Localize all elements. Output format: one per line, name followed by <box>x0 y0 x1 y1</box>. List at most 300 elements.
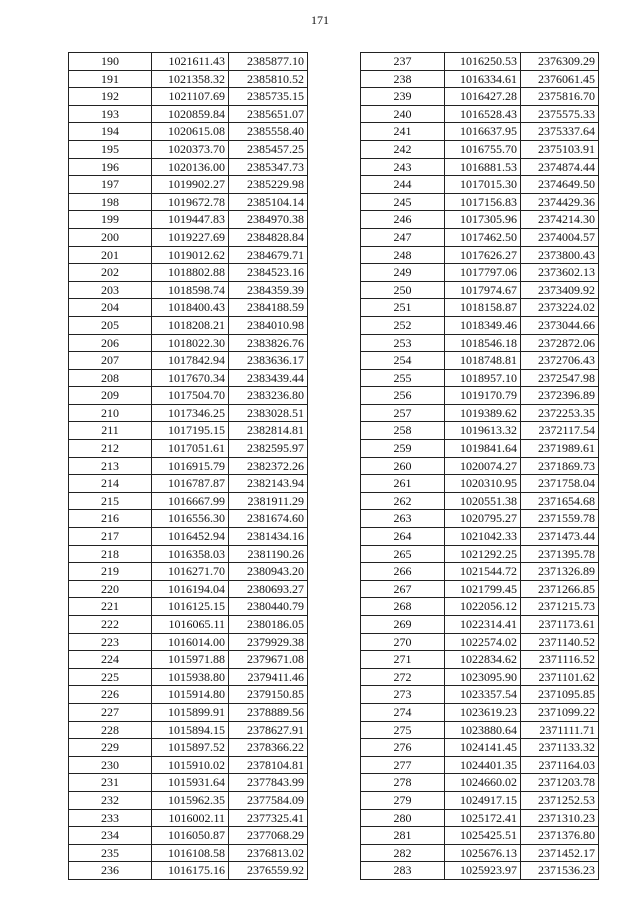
y-coordinate-cell: 2382143.94 <box>229 475 308 493</box>
point-number-cell: 201 <box>69 246 152 264</box>
y-coordinate-cell: 2378366.22 <box>229 739 308 757</box>
x-coordinate-cell: 1018349.46 <box>445 316 521 334</box>
table-row <box>361 352 599 370</box>
x-coordinate-cell: 1018598.74 <box>152 281 229 299</box>
point-number-cell: 192 <box>69 88 152 106</box>
y-coordinate-cell: 2377325.41 <box>229 809 308 827</box>
point-number-cell: 231 <box>69 774 152 792</box>
point-number-cell: 196 <box>69 158 152 176</box>
point-number-cell: 262 <box>361 492 445 510</box>
table-row <box>69 387 308 405</box>
table-row <box>69 545 308 563</box>
x-coordinate-cell: 1020136.00 <box>152 158 229 176</box>
y-coordinate-cell: 2373602.13 <box>521 264 599 282</box>
point-number-cell: 199 <box>69 211 152 229</box>
point-number-cell: 244 <box>361 176 445 194</box>
y-coordinate-cell: 2381434.16 <box>229 528 308 546</box>
x-coordinate-cell: 1024141.45 <box>445 739 521 757</box>
point-number-cell: 238 <box>361 70 445 88</box>
point-number-cell: 272 <box>361 668 445 686</box>
table-row <box>69 246 308 264</box>
y-coordinate-cell: 2373044.66 <box>521 316 599 334</box>
x-coordinate-cell: 1017305.96 <box>445 211 521 229</box>
table-row <box>361 228 599 246</box>
table-row <box>69 686 308 704</box>
point-number-cell: 222 <box>69 616 152 634</box>
y-coordinate-cell: 2382814.81 <box>229 422 308 440</box>
y-coordinate-cell: 2377843.99 <box>229 774 308 792</box>
y-coordinate-cell: 2372872.06 <box>521 334 599 352</box>
table-row <box>69 862 308 880</box>
x-coordinate-cell: 1017051.61 <box>152 440 229 458</box>
point-number-cell: 219 <box>69 563 152 581</box>
y-coordinate-cell: 2376813.02 <box>229 844 308 862</box>
y-coordinate-cell: 2378627.91 <box>229 721 308 739</box>
x-coordinate-cell: 1022574.02 <box>445 633 521 651</box>
table-row <box>69 88 308 106</box>
point-number-cell: 190 <box>69 53 152 71</box>
point-number-cell: 240 <box>361 105 445 123</box>
x-coordinate-cell: 1019227.69 <box>152 228 229 246</box>
x-coordinate-cell: 1025172.41 <box>445 809 521 827</box>
point-number-cell: 209 <box>69 387 152 405</box>
table-row <box>69 616 308 634</box>
point-number-cell: 263 <box>361 510 445 528</box>
x-coordinate-cell: 1017842.94 <box>152 352 229 370</box>
table-row <box>361 264 599 282</box>
x-coordinate-cell: 1016050.87 <box>152 827 229 845</box>
point-number-cell: 256 <box>361 387 445 405</box>
table-row <box>69 563 308 581</box>
y-coordinate-cell: 2371326.89 <box>521 563 599 581</box>
y-coordinate-cell: 2384188.59 <box>229 299 308 317</box>
x-coordinate-cell: 1018208.21 <box>152 316 229 334</box>
x-coordinate-cell: 1021042.33 <box>445 528 521 546</box>
point-number-cell: 212 <box>69 440 152 458</box>
y-coordinate-cell: 2382595.97 <box>229 440 308 458</box>
table-row <box>69 791 308 809</box>
table-row <box>69 158 308 176</box>
table-row <box>361 528 599 546</box>
table-row <box>69 316 308 334</box>
point-number-cell: 208 <box>69 369 152 387</box>
point-number-cell: 267 <box>361 580 445 598</box>
table-row <box>361 721 599 739</box>
point-number-cell: 206 <box>69 334 152 352</box>
y-coordinate-cell: 2382372.26 <box>229 457 308 475</box>
point-number-cell: 243 <box>361 158 445 176</box>
y-coordinate-cell: 2376559.92 <box>229 862 308 880</box>
table-row <box>69 70 308 88</box>
table-row <box>69 492 308 510</box>
point-number-cell: 193 <box>69 105 152 123</box>
x-coordinate-cell: 1015938.80 <box>152 668 229 686</box>
x-coordinate-cell: 1017670.34 <box>152 369 229 387</box>
point-number-cell: 252 <box>361 316 445 334</box>
table-row <box>69 598 308 616</box>
point-number-cell: 227 <box>69 703 152 721</box>
x-coordinate-cell: 1019841.64 <box>445 440 521 458</box>
table-row <box>361 651 599 669</box>
table-row <box>361 580 599 598</box>
x-coordinate-cell: 1024660.02 <box>445 774 521 792</box>
y-coordinate-cell: 2378889.56 <box>229 703 308 721</box>
y-coordinate-cell: 2384523.16 <box>229 264 308 282</box>
y-coordinate-cell: 2374214.30 <box>521 211 599 229</box>
x-coordinate-cell: 1025425.51 <box>445 827 521 845</box>
point-number-cell: 266 <box>361 563 445 581</box>
table-row <box>361 756 599 774</box>
table-row <box>361 809 599 827</box>
point-number-cell: 255 <box>361 369 445 387</box>
y-coordinate-cell: 2379150.85 <box>229 686 308 704</box>
table-row <box>361 158 599 176</box>
x-coordinate-cell: 1022056.12 <box>445 598 521 616</box>
point-number-cell: 221 <box>69 598 152 616</box>
table-row <box>361 686 599 704</box>
x-coordinate-cell: 1017346.25 <box>152 404 229 422</box>
point-number-cell: 220 <box>69 580 152 598</box>
x-coordinate-cell: 1023095.90 <box>445 668 521 686</box>
y-coordinate-cell: 2383636.17 <box>229 352 308 370</box>
point-number-cell: 218 <box>69 545 152 563</box>
point-number-cell: 270 <box>361 633 445 651</box>
table-row <box>69 457 308 475</box>
y-coordinate-cell: 2372547.98 <box>521 369 599 387</box>
y-coordinate-cell: 2374874.44 <box>521 158 599 176</box>
x-coordinate-cell: 1016065.11 <box>152 616 229 634</box>
point-number-cell: 273 <box>361 686 445 704</box>
x-coordinate-cell: 1021292.25 <box>445 545 521 563</box>
point-number-cell: 260 <box>361 457 445 475</box>
x-coordinate-cell: 1020074.27 <box>445 457 521 475</box>
table-row <box>69 528 308 546</box>
table-row <box>69 264 308 282</box>
point-number-cell: 228 <box>69 721 152 739</box>
y-coordinate-cell: 2372253.35 <box>521 404 599 422</box>
point-number-cell: 280 <box>361 809 445 827</box>
x-coordinate-cell: 1020615.08 <box>152 123 229 141</box>
point-number-cell: 274 <box>361 703 445 721</box>
point-number-cell: 203 <box>69 281 152 299</box>
x-coordinate-cell: 1016175.16 <box>152 862 229 880</box>
x-coordinate-cell: 1017015.30 <box>445 176 521 194</box>
point-number-cell: 283 <box>361 862 445 880</box>
point-number-cell: 225 <box>69 668 152 686</box>
y-coordinate-cell: 2373409.92 <box>521 281 599 299</box>
x-coordinate-cell: 1021611.43 <box>152 53 229 71</box>
y-coordinate-cell: 2371099.22 <box>521 703 599 721</box>
point-number-cell: 205 <box>69 316 152 334</box>
table-row <box>361 88 599 106</box>
table-row <box>361 440 599 458</box>
x-coordinate-cell: 1017974.67 <box>445 281 521 299</box>
y-coordinate-cell: 2371473.44 <box>521 528 599 546</box>
table-row <box>361 299 599 317</box>
table-row <box>361 246 599 264</box>
point-number-cell: 248 <box>361 246 445 264</box>
point-number-cell: 202 <box>69 264 152 282</box>
table-row <box>69 721 308 739</box>
table-row <box>361 281 599 299</box>
y-coordinate-cell: 2371758.04 <box>521 475 599 493</box>
table-row <box>69 123 308 141</box>
x-coordinate-cell: 1019012.62 <box>152 246 229 264</box>
x-coordinate-cell: 1021799.45 <box>445 580 521 598</box>
y-coordinate-cell: 2381190.26 <box>229 545 308 563</box>
table-row <box>361 369 599 387</box>
y-coordinate-cell: 2371452.17 <box>521 844 599 862</box>
y-coordinate-cell: 2371164.03 <box>521 756 599 774</box>
x-coordinate-cell: 1023880.64 <box>445 721 521 739</box>
x-coordinate-cell: 1018748.81 <box>445 352 521 370</box>
y-coordinate-cell: 2385558.40 <box>229 123 308 141</box>
y-coordinate-cell: 2385457.25 <box>229 140 308 158</box>
x-coordinate-cell: 1020310.95 <box>445 475 521 493</box>
point-number-cell: 277 <box>361 756 445 774</box>
table-row <box>361 457 599 475</box>
y-coordinate-cell: 2385735.15 <box>229 88 308 106</box>
x-coordinate-cell: 1016002.11 <box>152 809 229 827</box>
table-row <box>361 739 599 757</box>
table-row <box>361 492 599 510</box>
table-row <box>69 633 308 651</box>
point-number-cell: 235 <box>69 844 152 862</box>
point-number-cell: 207 <box>69 352 152 370</box>
point-number-cell: 239 <box>361 88 445 106</box>
point-number-cell: 245 <box>361 193 445 211</box>
x-coordinate-cell: 1015931.64 <box>152 774 229 792</box>
point-number-cell: 264 <box>361 528 445 546</box>
x-coordinate-cell: 1017504.70 <box>152 387 229 405</box>
x-coordinate-cell: 1024401.35 <box>445 756 521 774</box>
y-coordinate-cell: 2371395.78 <box>521 545 599 563</box>
table-row <box>69 334 308 352</box>
x-coordinate-cell: 1016787.87 <box>152 475 229 493</box>
x-coordinate-cell: 1021358.32 <box>152 70 229 88</box>
x-coordinate-cell: 1016427.28 <box>445 88 521 106</box>
table-row <box>361 827 599 845</box>
y-coordinate-cell: 2376061.45 <box>521 70 599 88</box>
x-coordinate-cell: 1023357.54 <box>445 686 521 704</box>
point-number-cell: 278 <box>361 774 445 792</box>
table-row <box>361 510 599 528</box>
table-row <box>69 404 308 422</box>
x-coordinate-cell: 1016637.95 <box>445 123 521 141</box>
table-row <box>69 651 308 669</box>
x-coordinate-cell: 1015894.15 <box>152 721 229 739</box>
point-number-cell: 265 <box>361 545 445 563</box>
y-coordinate-cell: 2385651.07 <box>229 105 308 123</box>
x-coordinate-cell: 1025923.97 <box>445 862 521 880</box>
table-row <box>69 369 308 387</box>
y-coordinate-cell: 2384679.71 <box>229 246 308 264</box>
x-coordinate-cell: 1022314.41 <box>445 616 521 634</box>
y-coordinate-cell: 2371266.85 <box>521 580 599 598</box>
x-coordinate-cell: 1016915.79 <box>152 457 229 475</box>
point-number-cell: 236 <box>69 862 152 880</box>
point-number-cell: 198 <box>69 193 152 211</box>
table-row <box>69 809 308 827</box>
x-coordinate-cell: 1015899.91 <box>152 703 229 721</box>
table-row <box>69 580 308 598</box>
point-number-cell: 216 <box>69 510 152 528</box>
point-number-cell: 213 <box>69 457 152 475</box>
x-coordinate-cell: 1017195.15 <box>152 422 229 440</box>
x-coordinate-cell: 1021544.72 <box>445 563 521 581</box>
y-coordinate-cell: 2374004.57 <box>521 228 599 246</box>
coordinates-table-right <box>360 52 599 880</box>
point-number-cell: 200 <box>69 228 152 246</box>
table-row <box>69 774 308 792</box>
x-coordinate-cell: 1017797.06 <box>445 264 521 282</box>
x-coordinate-cell: 1018158.87 <box>445 299 521 317</box>
table-row <box>361 668 599 686</box>
point-number-cell: 253 <box>361 334 445 352</box>
y-coordinate-cell: 2371215.73 <box>521 598 599 616</box>
table-row <box>361 176 599 194</box>
point-number-cell: 210 <box>69 404 152 422</box>
y-coordinate-cell: 2384970.38 <box>229 211 308 229</box>
point-number-cell: 229 <box>69 739 152 757</box>
x-coordinate-cell: 1022834.62 <box>445 651 521 669</box>
x-coordinate-cell: 1015971.88 <box>152 651 229 669</box>
y-coordinate-cell: 2380440.79 <box>229 598 308 616</box>
y-coordinate-cell: 2371101.62 <box>521 668 599 686</box>
point-number-cell: 258 <box>361 422 445 440</box>
point-number-cell: 276 <box>361 739 445 757</box>
table-row <box>69 140 308 158</box>
point-number-cell: 282 <box>361 844 445 862</box>
x-coordinate-cell: 1016358.03 <box>152 545 229 563</box>
table-row <box>361 334 599 352</box>
point-number-cell: 211 <box>69 422 152 440</box>
table-row <box>69 228 308 246</box>
table-row <box>361 844 599 862</box>
table-row <box>361 211 599 229</box>
y-coordinate-cell: 2385877.10 <box>229 53 308 71</box>
y-coordinate-cell: 2371133.32 <box>521 739 599 757</box>
table-row <box>69 422 308 440</box>
table-row <box>69 739 308 757</box>
point-number-cell: 197 <box>69 176 152 194</box>
x-coordinate-cell: 1016014.00 <box>152 633 229 651</box>
x-coordinate-cell: 1025676.13 <box>445 844 521 862</box>
table-row <box>361 475 599 493</box>
y-coordinate-cell: 2371173.61 <box>521 616 599 634</box>
table-row <box>361 545 599 563</box>
table-row <box>361 53 599 71</box>
y-coordinate-cell: 2371140.52 <box>521 633 599 651</box>
point-number-cell: 204 <box>69 299 152 317</box>
x-coordinate-cell: 1015962.35 <box>152 791 229 809</box>
table-row <box>361 422 599 440</box>
y-coordinate-cell: 2377068.29 <box>229 827 308 845</box>
y-coordinate-cell: 2371989.61 <box>521 440 599 458</box>
x-coordinate-cell: 1019672.78 <box>152 193 229 211</box>
y-coordinate-cell: 2373800.43 <box>521 246 599 264</box>
y-coordinate-cell: 2375575.33 <box>521 105 599 123</box>
y-coordinate-cell: 2377584.09 <box>229 791 308 809</box>
point-number-cell: 226 <box>69 686 152 704</box>
y-coordinate-cell: 2371111.71 <box>521 721 599 739</box>
table-row <box>361 316 599 334</box>
table-row <box>69 440 308 458</box>
x-coordinate-cell: 1016334.61 <box>445 70 521 88</box>
x-coordinate-cell: 1016755.70 <box>445 140 521 158</box>
table-row <box>361 616 599 634</box>
table-row <box>69 756 308 774</box>
x-coordinate-cell: 1019389.62 <box>445 404 521 422</box>
point-number-cell: 217 <box>69 528 152 546</box>
page-number: 171 <box>311 13 329 27</box>
y-coordinate-cell: 2383439.44 <box>229 369 308 387</box>
y-coordinate-cell: 2385810.52 <box>229 70 308 88</box>
y-coordinate-cell: 2379929.38 <box>229 633 308 651</box>
point-number-cell: 214 <box>69 475 152 493</box>
y-coordinate-cell: 2371869.73 <box>521 457 599 475</box>
x-coordinate-cell: 1016667.99 <box>152 492 229 510</box>
table-row <box>361 105 599 123</box>
x-coordinate-cell: 1024917.15 <box>445 791 521 809</box>
table-row <box>361 791 599 809</box>
x-coordinate-cell: 1016528.43 <box>445 105 521 123</box>
x-coordinate-cell: 1016271.70 <box>152 563 229 581</box>
y-coordinate-cell: 2373224.02 <box>521 299 599 317</box>
point-number-cell: 246 <box>361 211 445 229</box>
point-number-cell: 242 <box>361 140 445 158</box>
y-coordinate-cell: 2381674.60 <box>229 510 308 528</box>
y-coordinate-cell: 2374649.50 <box>521 176 599 194</box>
point-number-cell: 233 <box>69 809 152 827</box>
point-number-cell: 251 <box>361 299 445 317</box>
y-coordinate-cell: 2378104.81 <box>229 756 308 774</box>
y-coordinate-cell: 2385347.73 <box>229 158 308 176</box>
point-number-cell: 195 <box>69 140 152 158</box>
x-coordinate-cell: 1018546.18 <box>445 334 521 352</box>
point-number-cell: 254 <box>361 352 445 370</box>
x-coordinate-cell: 1016194.04 <box>152 580 229 598</box>
x-coordinate-cell: 1018957.10 <box>445 369 521 387</box>
x-coordinate-cell: 1019447.83 <box>152 211 229 229</box>
y-coordinate-cell: 2374429.36 <box>521 193 599 211</box>
y-coordinate-cell: 2375337.64 <box>521 123 599 141</box>
x-coordinate-cell: 1018022.30 <box>152 334 229 352</box>
point-number-cell: 224 <box>69 651 152 669</box>
y-coordinate-cell: 2376309.29 <box>521 53 599 71</box>
point-number-cell: 234 <box>69 827 152 845</box>
y-coordinate-cell: 2385104.14 <box>229 193 308 211</box>
table-row <box>69 105 308 123</box>
y-coordinate-cell: 2371095.85 <box>521 686 599 704</box>
point-number-cell: 257 <box>361 404 445 422</box>
point-number-cell: 230 <box>69 756 152 774</box>
y-coordinate-cell: 2383028.51 <box>229 404 308 422</box>
table-row <box>69 827 308 845</box>
point-number-cell: 215 <box>69 492 152 510</box>
table-row <box>361 598 599 616</box>
y-coordinate-cell: 2371203.78 <box>521 774 599 792</box>
point-number-cell: 281 <box>361 827 445 845</box>
x-coordinate-cell: 1017462.50 <box>445 228 521 246</box>
x-coordinate-cell: 1016881.53 <box>445 158 521 176</box>
y-coordinate-cell: 2371310.23 <box>521 809 599 827</box>
y-coordinate-cell: 2380693.27 <box>229 580 308 598</box>
point-number-cell: 194 <box>69 123 152 141</box>
y-coordinate-cell: 2380943.20 <box>229 563 308 581</box>
y-coordinate-cell: 2375816.70 <box>521 88 599 106</box>
y-coordinate-cell: 2384359.39 <box>229 281 308 299</box>
